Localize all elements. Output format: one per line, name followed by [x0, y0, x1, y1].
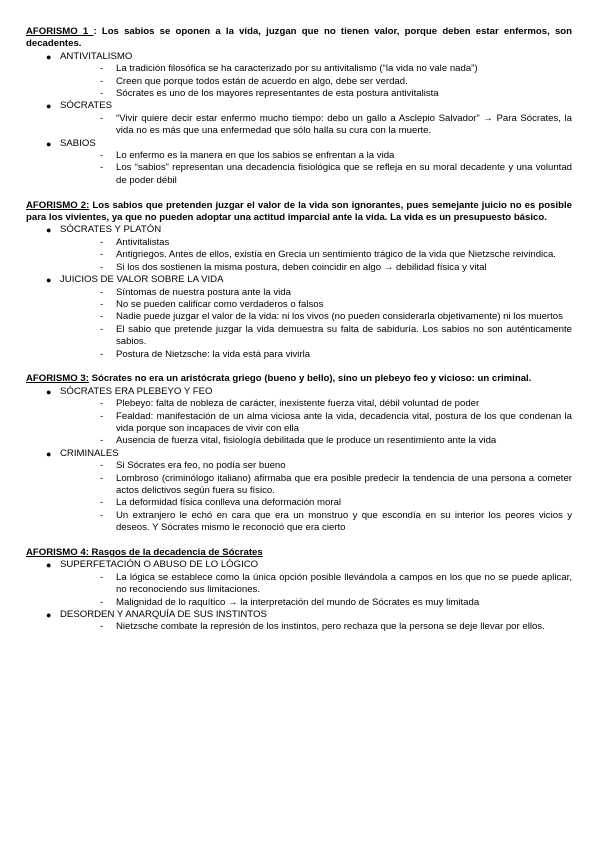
point-text: Un extranjero le echó en cara que era un monstruo y que escondía en su interior los peores vicios y deseos. Y Sócrates mismo le reconoció que era cierto	[116, 509, 572, 534]
bullet-icon: ●	[46, 101, 52, 112]
aphorism-section	[26, 373, 572, 534]
point-list	[60, 150, 572, 187]
point-text: Postura de Nietzsche: la vida está para vivirla	[116, 348, 311, 360]
list-item	[100, 76, 572, 88]
aphorism-label: AFORISMO 4: Rasgos de la decadencia de Sócrates	[26, 547, 263, 559]
point-text: Nadie puede juzgar el valor de la vida: ni los vivos (no pueden considerarla objetivamente) ni los muertos	[116, 311, 563, 323]
list-item	[100, 262, 572, 274]
topic-list	[26, 386, 572, 535]
aphorism-statement: Los sabios que pretenden juzgar el valor de la vida son ignorantes, pues semejante juicio no es posible para los vivientes, ya que no pueden adoptar una actitud imparcial ante la vida. La vida es un presupuesto básico.	[26, 199, 572, 224]
topic-heading: CRIMINALES	[60, 447, 119, 459]
bullet-icon: ●	[46, 225, 52, 236]
list-item	[100, 249, 572, 261]
topic-heading: SUPERFETACIÓN O ABUSO DE LO LÓGICO	[60, 559, 259, 571]
bullet-icon: ●	[46, 448, 52, 459]
dash-icon: -	[100, 261, 104, 273]
topic-item	[26, 51, 572, 101]
point-text: Malignidad de lo raquítico → la interpretación del mundo de Sócrates es muy limitada	[116, 596, 480, 608]
point-list	[60, 460, 572, 534]
topic-list	[26, 559, 572, 633]
dash-icon: -	[100, 348, 104, 360]
dash-icon: -	[100, 497, 104, 509]
dash-icon: -	[100, 472, 104, 484]
dash-icon: -	[100, 435, 104, 447]
list-item	[100, 473, 572, 498]
point-text: Antivitalistas	[116, 236, 170, 248]
point-text: Ausencia de fuerza vital, fisiología debilitada que le produce un resentimiento ante la vida	[116, 435, 497, 447]
topic-item	[26, 100, 572, 137]
list-item	[100, 460, 572, 472]
list-item	[100, 349, 572, 361]
point-text: La lógica se establece como la única opción posible llevándola a campos en los que no se puede aplicar, no reconociendo sus limitaciones.	[116, 571, 572, 596]
dash-icon: -	[100, 410, 104, 422]
bullet-icon: ●	[46, 560, 52, 571]
topic-heading: ANTIVITALISMO	[60, 50, 133, 62]
dash-icon: -	[100, 311, 104, 323]
list-item	[100, 497, 572, 509]
topic-item	[26, 448, 572, 535]
dash-icon: -	[100, 249, 104, 261]
dash-icon: -	[100, 236, 104, 248]
dash-icon: -	[100, 162, 104, 174]
point-text: Lombroso (criminólogo italiano) afirmaba que era posible predecir la tendencia de una persona a cometer actos delictivos según fuera su físico.	[116, 472, 572, 496]
list-item	[100, 237, 572, 249]
list-item	[100, 621, 572, 633]
aphorism-statement: : Los sabios se oponen a la vida, juzgan que no tienen valor, porque deben estar enfermos, son decadentes.	[26, 26, 572, 50]
list-item	[100, 411, 572, 436]
topic-list	[26, 51, 572, 187]
dash-icon: -	[100, 75, 104, 87]
aphorism-section	[26, 547, 572, 634]
aphorism-title	[26, 26, 572, 51]
point-text: Lo enfermo es la manera en que los sabios se enfrentan a la vida	[116, 150, 395, 162]
point-text: No se pueden calificar como verdaderos o falsos	[116, 298, 324, 310]
point-text: Síntomas de nuestra postura ante la vida	[116, 286, 291, 298]
aphorism-title	[26, 373, 572, 385]
dash-icon: -	[100, 63, 104, 75]
point-text: “Vivir quiere decir estar enfermo mucho tiempo: debo un gallo a Asclepio Salvador” → Para Sócrates, la vida no es más que una enfermedad que sólo halla su cura con la muerte.	[116, 112, 572, 137]
list-item	[100, 287, 572, 299]
point-text: Plebeyo: falta de nobleza de carácter, inexistente fuerza vital, débil voluntad de poder	[116, 398, 480, 410]
list-item	[100, 63, 572, 75]
aphorism-statement: Sócrates no era un aristócrata griego (bueno y bello), sino un plebeyo feo y vicioso: un criminal.	[88, 373, 532, 385]
aphorism-section	[26, 26, 572, 187]
point-text: La tradición filosófica se ha caracterizado por su antivitalismo (“la vida no vale nada”)	[116, 63, 478, 75]
aphorism-section	[26, 200, 572, 361]
aphorism-label: AFORISMO 1	[26, 26, 94, 37]
dash-icon: -	[100, 460, 104, 472]
dash-icon: -	[100, 621, 104, 633]
point-text: Fealdad: manifestación de un alma viciosa ante la vida, decadencia vital, postura de los que condenan la vida porque son incapaces de vivir con ella	[116, 410, 572, 434]
topic-heading: SABIOS	[60, 137, 96, 149]
bullet-icon: ●	[46, 138, 52, 149]
bullet-icon: ●	[46, 386, 52, 397]
point-text: Antigriegos. Antes de ellos, existía en Grecia un sentimiento trágico de la vida que Nietzsche reivindica.	[116, 249, 556, 261]
dash-icon: -	[100, 286, 104, 298]
list-item	[100, 324, 572, 349]
topic-heading: DESORDEN Y ANARQUÍA DE SUS INSTINTOS	[60, 609, 267, 621]
dash-icon: -	[100, 571, 104, 583]
point-text: Nietzsche combate la represión de los instintos, pero rechaza que la persona se deje llevar por ellos.	[116, 621, 545, 633]
list-item	[100, 597, 572, 609]
list-item	[100, 299, 572, 311]
point-text: Creen que porque todos están de acuerdo en algo, debe ser verdad.	[116, 75, 408, 87]
bullet-icon: ●	[46, 610, 52, 621]
document-page	[26, 26, 572, 646]
point-list	[60, 287, 572, 361]
dash-icon: -	[100, 88, 104, 100]
topic-item	[26, 274, 572, 361]
point-text: Los “sabios” representan una decadencia fisiológica que se refleja en su moral decadente y una voluntad de poder débil	[116, 162, 572, 186]
point-list	[60, 237, 572, 274]
bullet-icon: ●	[46, 275, 52, 286]
topic-item	[26, 138, 572, 188]
point-text: Si los dos sostienen la misma postura, deben coincidir en algo → debilidad física y vital	[116, 261, 487, 273]
list-item	[100, 150, 572, 162]
aphorism-label: AFORISMO 2:	[26, 199, 90, 211]
point-text: El sabio que pretende juzgar la vida demuestra su falta de sabiduría. Los sabios no son auténticamente sabios.	[116, 323, 572, 348]
dash-icon: -	[100, 150, 104, 162]
aphorism-title	[26, 200, 572, 225]
list-item	[100, 88, 572, 100]
aphorism-title	[26, 547, 572, 559]
list-item	[100, 113, 572, 138]
dash-icon: -	[100, 398, 104, 410]
point-list	[60, 572, 572, 609]
list-item	[100, 572, 572, 597]
list-item	[100, 311, 572, 323]
point-text: Si Sócrates era feo, no podía ser bueno	[116, 460, 286, 472]
topic-heading: JUICIOS DE VALOR SOBRE LA VIDA	[60, 274, 224, 286]
dash-icon: -	[100, 596, 104, 608]
dash-icon: -	[100, 323, 104, 335]
point-text: La deformidad física conlleva una deformación moral	[116, 497, 342, 509]
dash-icon: -	[100, 509, 104, 521]
point-list	[60, 398, 572, 448]
point-list	[60, 63, 572, 100]
list-item	[100, 398, 572, 410]
list-item	[100, 510, 572, 535]
dash-icon: -	[100, 298, 104, 310]
point-list	[60, 621, 572, 633]
topic-item	[26, 386, 572, 448]
list-item	[100, 162, 572, 187]
dash-icon: -	[100, 112, 104, 124]
topic-heading: SÓCRATES Y PLATÓN	[60, 224, 162, 236]
list-item	[100, 435, 572, 447]
topic-list	[26, 224, 572, 360]
bullet-icon: ●	[46, 51, 52, 62]
topic-heading: SÓCRATES ERA PLEBEYO Y FEO	[60, 385, 213, 397]
topic-item	[26, 609, 572, 634]
point-list	[60, 113, 572, 138]
topic-item	[26, 224, 572, 274]
aphorism-label: AFORISMO 3:	[26, 373, 89, 385]
topic-item	[26, 559, 572, 609]
topic-heading: SÓCRATES	[60, 100, 113, 112]
point-text: Sócrates es uno de los mayores representantes de esta postura antivitalista	[116, 88, 439, 100]
